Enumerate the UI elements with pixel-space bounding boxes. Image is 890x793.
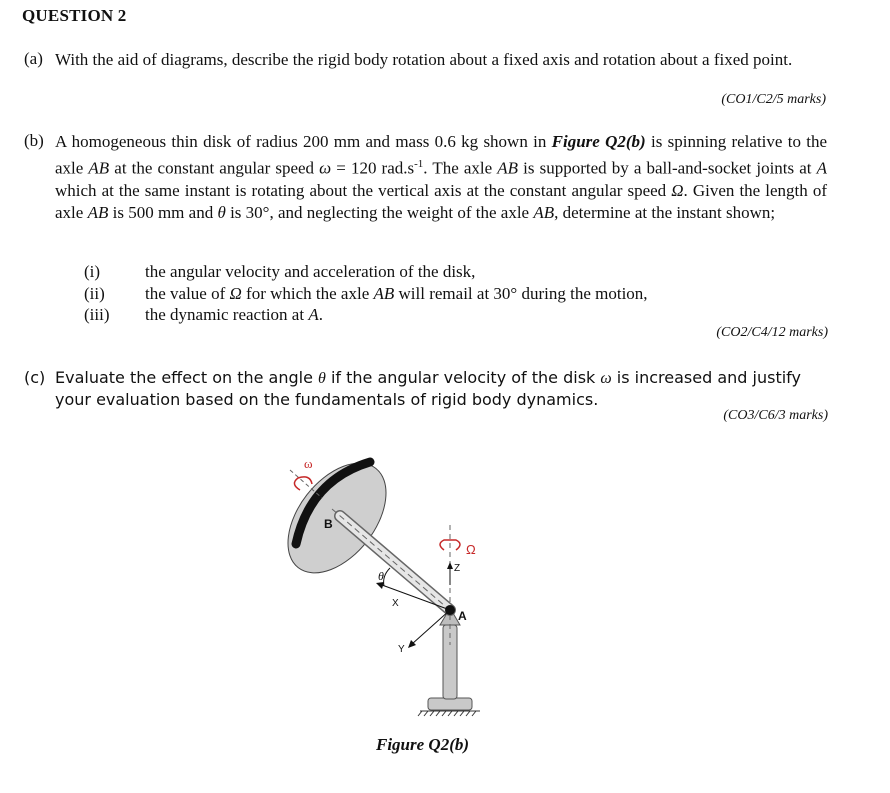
part-c-marks: (CO3/C6/3 marks) [723,408,828,423]
question-title: QUESTION 2 [22,6,127,25]
part-a-marks: (CO1/C2/5 marks) [721,92,826,107]
omega-arrow [294,477,312,490]
part-c-label: (c) [24,368,46,387]
item-i-num: (i) [84,262,101,281]
theta-arc [384,568,390,586]
figure-q2b-diagram [270,440,510,730]
part-b-marks: (CO2/C4/12 marks) [716,325,828,340]
item-ii-num: (ii) [84,284,105,303]
part-b-label: (b) [24,131,44,150]
ground-hatch [418,711,480,716]
part-a-label: (a) [24,49,43,68]
item-iii-num: (iii) [84,305,110,324]
theta-label: θ [378,569,384,583]
figure-caption: Figure Q2(b) [376,735,470,754]
x-label: X [392,598,399,609]
part-b-text: A homogeneous thin disk of radius 200 mm and mass 0.6 kg shown in Figure Q2(b) is spinning relative to the axle AB at the constant angular speed ω = 120 $rad.s^{-1}$. The axle AB is supported by a ball-and-socket joints at A which at the same instant is rotating about the vertical axis at the constant angular speed Ω. Given the length of axle AB is 500 mm and θ is 30°, and neglecting the weight of the axle AB, determine at the instant shown; [55,132,828,222]
part-a-text: With the aid of diagrams, describe the rigid body rotation about a fixed axis and rotation about a fixed point. [55,50,793,69]
base-plate [428,698,472,710]
a-label: A [458,609,467,623]
item-iii-text: the dynamic reaction at A. [145,305,323,324]
y-label: Y [398,644,405,655]
item-ii-text: the value of Ω for which the axle AB will remail at 30° during the motion, [145,284,648,303]
part-c-text: Evaluate the effect on the angle θ if the angular velocity of the disk ω is increased and justify your evaluation based on the fundamentals of rigid body dynamics. [55,368,801,409]
item-i-text: the angular velocity and acceleration of the disk, [145,262,476,281]
z-label: Z [454,563,461,574]
b-label: B [324,517,333,531]
capital-omega-label: Ω [466,542,476,557]
omega-label: ω [304,456,313,471]
